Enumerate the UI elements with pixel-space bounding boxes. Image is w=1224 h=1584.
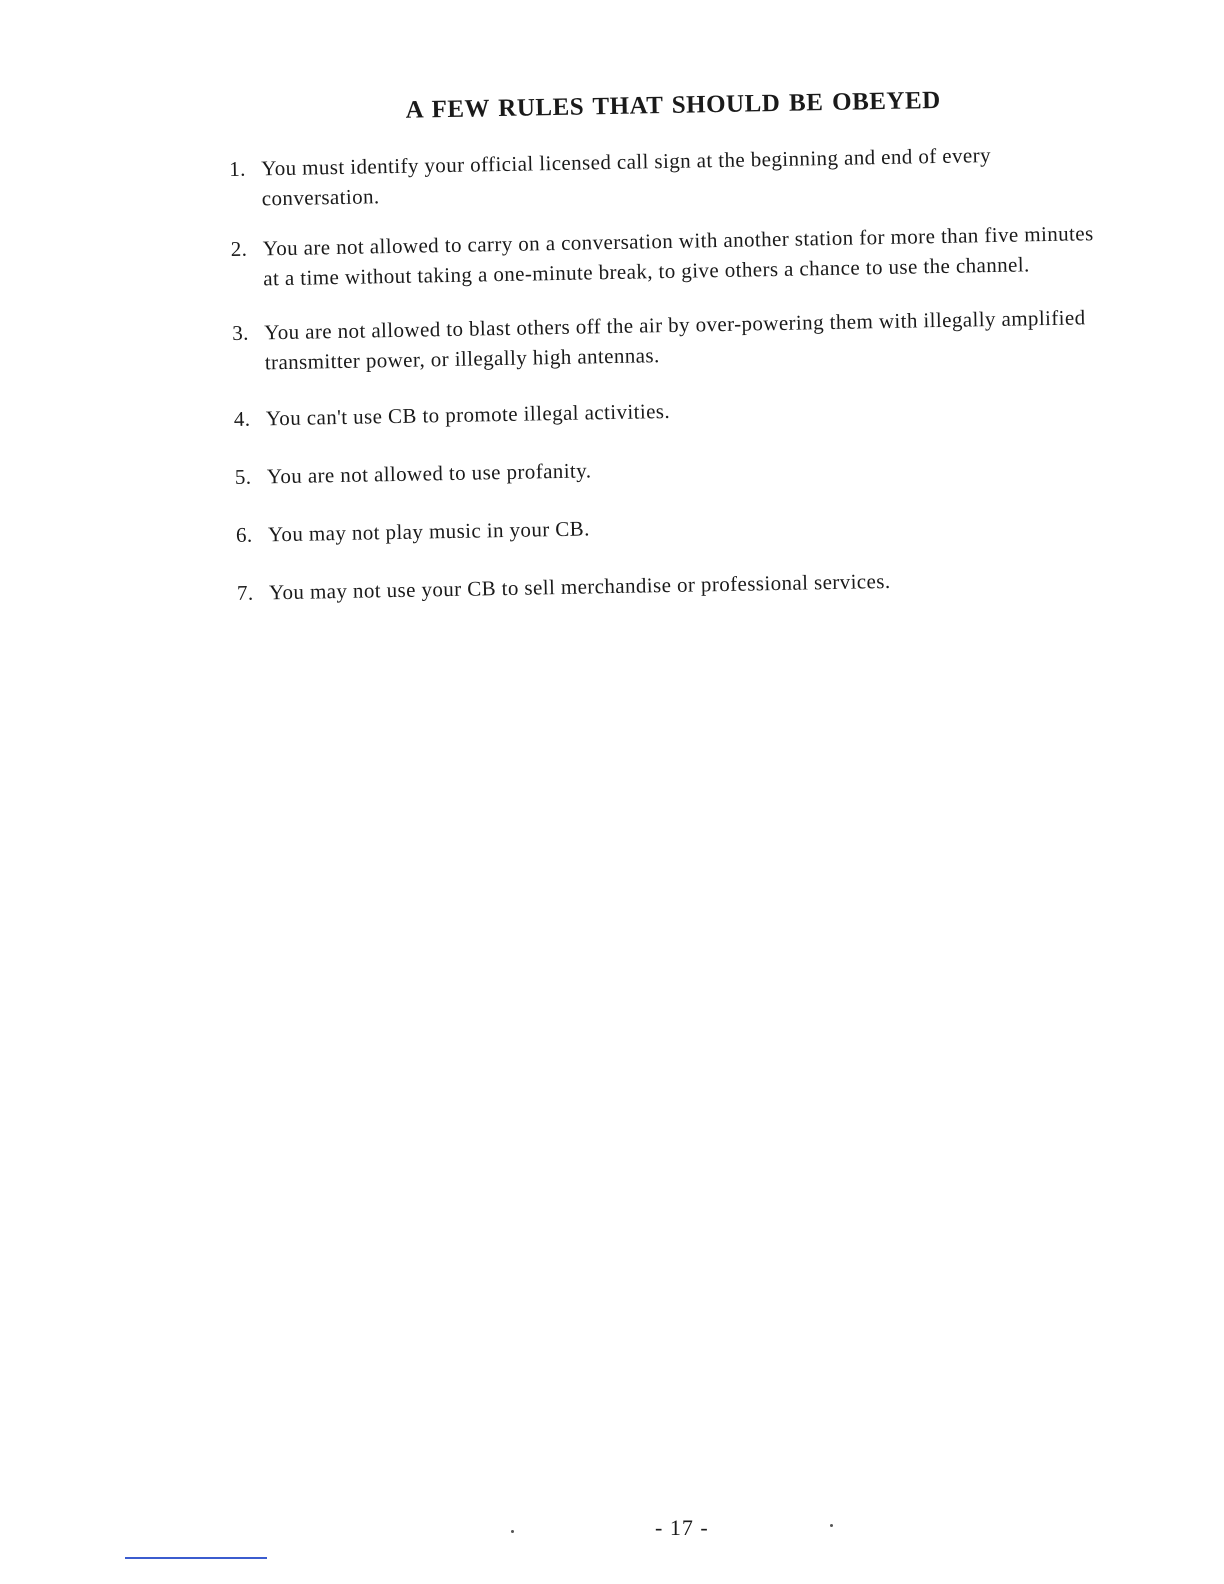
rule-item bbox=[229, 138, 1100, 214]
rule-text: You may not use your CB to sell merchandise or professional services. bbox=[268, 568, 891, 605]
rule-number: 1. bbox=[229, 156, 247, 181]
rule-number: 3. bbox=[232, 320, 250, 345]
rule-text: You must identify your official licensed call sign at the beginning and end of every conversation. bbox=[261, 143, 992, 211]
page-number: - 17 - bbox=[655, 1515, 709, 1540]
rule-number: 4. bbox=[233, 406, 251, 431]
rule-item bbox=[237, 562, 1107, 608]
rule-text: You are not allowed to blast others off the air by over-powering them with illegally amplified transmitter power, or illegally high antennas. bbox=[264, 305, 1086, 375]
rule-text: You can't use CB to promote illegal activities. bbox=[265, 398, 671, 431]
rule-item bbox=[236, 504, 1106, 550]
rule-number: 5. bbox=[234, 464, 252, 489]
rule-text: You may not play music in your CB. bbox=[267, 516, 590, 547]
rule-number: 6. bbox=[235, 522, 253, 547]
rule-number: 2. bbox=[230, 236, 248, 261]
document-content bbox=[228, 84, 1107, 608]
rule-item bbox=[234, 388, 1104, 434]
rule-text: You are not allowed to use profanity. bbox=[266, 458, 592, 489]
rule-item bbox=[232, 302, 1103, 378]
scan-speck bbox=[511, 1530, 514, 1533]
rule-number: 7. bbox=[236, 580, 254, 605]
rule-text: You are not allowed to carry on a conversation with another station for more than five minutes at a time without taking a one-minute break, to give others a chance to use the channel. bbox=[262, 221, 1094, 291]
page-title: A FEW RULES THAT SHOULD BE OBEYED bbox=[405, 86, 941, 124]
rule-item bbox=[235, 446, 1105, 492]
rule-item bbox=[230, 218, 1101, 294]
scan-speck bbox=[830, 1524, 833, 1527]
scan-artifact-line bbox=[125, 1557, 267, 1559]
